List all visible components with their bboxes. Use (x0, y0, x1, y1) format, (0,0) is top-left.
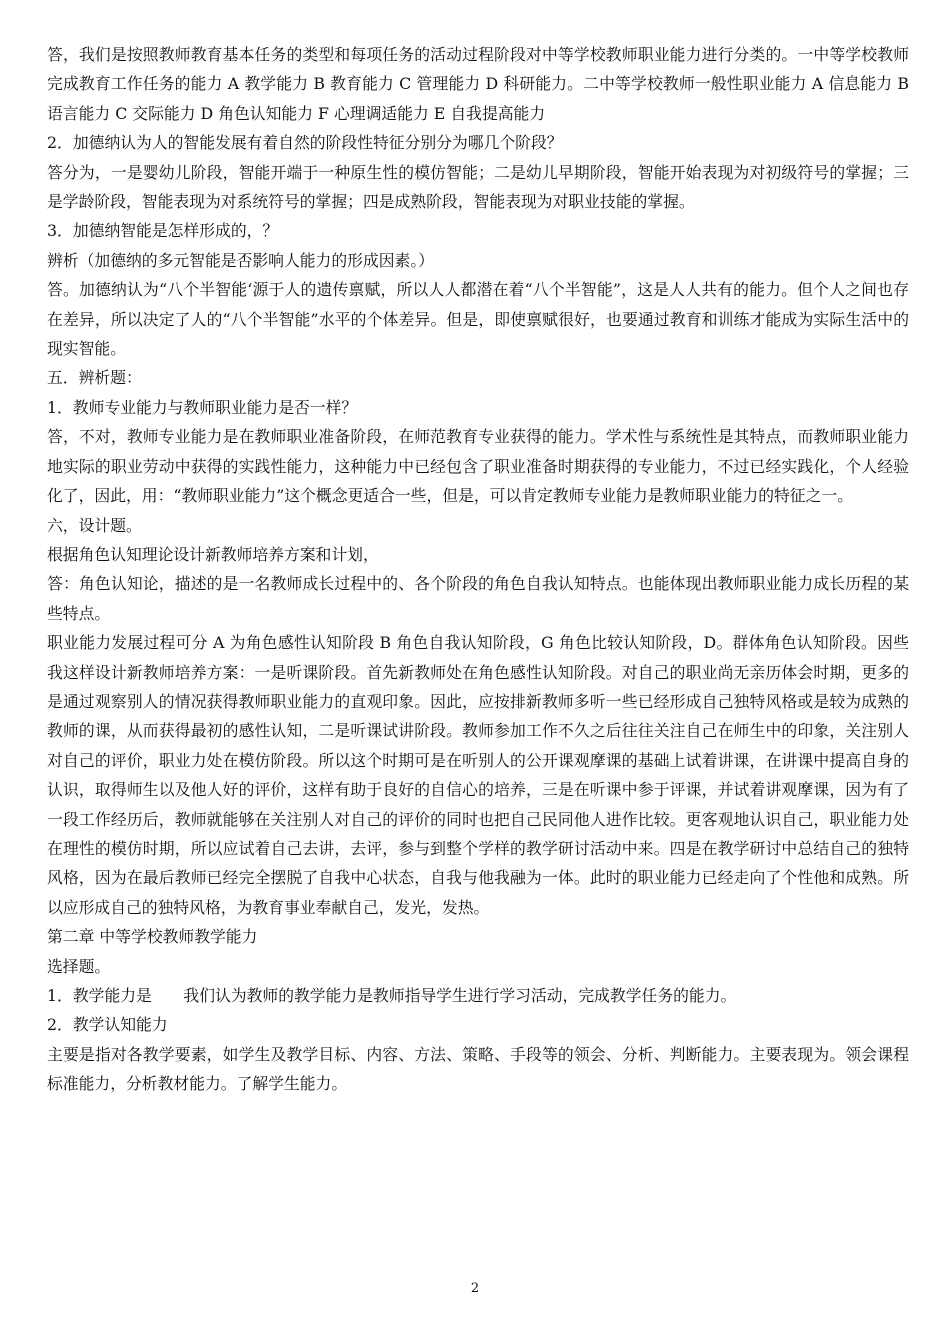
answer-role-cognition-intro: 答：角色认知论，描述的是一名教师成长过程中的、各个阶段的角色自我认知特点。也能体现出教师职业能力成长历程的某些特点。 (47, 574, 909, 623)
section-heading-analysis-questions: 五．辨析题： (47, 368, 142, 388)
teaching-cognition-description: 主要是指对各教学要素，如学生及教学目标、内容、方法、策略、手段等的领会、分析、判断能力。主要表现为。领会课程标准能力，分析教材能力。了解学生能力。 (47, 1044, 909, 1094)
document-body (47, 40, 909, 1099)
design-question-prompt: 根据角色认知理论设计新教师培养方案和计划， (47, 544, 379, 564)
page-number: 2 (470, 1281, 480, 1296)
item-teaching-ability: 1．教学能力是 我们认为教师的教学能力是教师指导学生进行学习活动，完成教学任务的能力。 (47, 986, 737, 1005)
answer-paragraph-teacher-ability-classification: 答，我们是按照教师教育基本任务的类型和每项任务的活动过程阶段对中等学校教师职业能力进行分类的。一中等学校教师完成教育工作任务的能力 A 教学能力 B 教育能力 C 管理能力 D 科研能力。二中等学校教师一般性职业能力 A 信息能力 B 语言能力 C 交际能力 D 角色认知能力 F 心理调适能力 E 自我提高能力 (47, 45, 909, 123)
analysis-prompt-multiple-intelligences: 辨析（加德纳的多元智能是否影响人能力的形成因素。） (47, 250, 435, 270)
answer-gardner-stages: 答分为，一是婴幼儿阶段，智能开端于一种原生性的模仿智能；二是幼儿早期阶段，智能开始表现为对初级符号的掌握；三是学龄阶段，智能表现为对系统符号的掌握；四是成熟阶段，智能表现为对职业技能的掌握。 (47, 162, 909, 212)
chapter-heading: 第二章 中等学校教师教学能力 (47, 927, 258, 947)
question-gardner-formation: 3．加德纳智能是怎样形成的，？ (47, 221, 279, 241)
section-heading-design-questions: 六，设计题。 (47, 515, 142, 535)
section-heading-choice-questions: 选择题。 (47, 956, 111, 976)
question-gardner-stages: 2．加德纳认为人的智能发展有着自然的阶段性特征分别分为哪几个阶段？ (47, 133, 563, 153)
answer-training-plan: 职业能力发展过程可分 A 为角色感性认知阶段 B 角色自我认知阶段，G 角色比较认知阶段，D。群体角色认知阶段。因些我这样设计新教师培养方案：一是听课阶段。首先新教师处在角色感性认知阶段。对自己的职业尚无亲历体会时期，更多的是通过观察别人的情况获得教师职业能力的直观印象。因此，应按排新教师多听一些已经形成自己独特风格或是较为成熟的教师的课，从而获得最初的感性认知，二是听课试讲阶段。教师参加工作不久之后往往关注自己在师生中的印象，关注别人对自己的评价，职业力处在模仿阶段。所以这个时期可是在听别人的公开课观摩课的基础上试着讲课，在讲课中提高自身的认识，取得师生以及他人好的评价，这样有助于良好的自信心的培养，三是在听课中参于评课，并试着讲观摩课，因为有了一段工作经历后，教师就能够在关注别人对自己的评价的同时也把自己民同他人进作比较。更客观地认识自己，职业能力处在理性的模仿时期，所以应试着自己去讲，去评，参与到整个学样的教学研讨活动中来。四是在教学研讨中总结自己的独特风格，因为在最后教师已经完全摆脱了自我中心状态，自我与他我融为一体。此时的职业能力已经走向了个性他和成熟。所以应形成自己的独特风格，为教育事业奉献自己，发光，发热。 (47, 633, 909, 917)
item-teaching-cognition-ability: 2．教学认知能力 (47, 1015, 168, 1035)
answer-professional-vs-vocational-ability: 答，不对，教师专业能力是在教师职业准备阶段，在师范教育专业获得的能力。学术性与系统性是其特点，而教师职业能力地实际的职业劳动中获得的实践性能力，这种能力中已经包含了职业准备时期获得的专业能力，不过已经实践化，个人经验化了，因此，用：“教师职业能力”这个概念更适合一些，但是，可以肯定教师专业能力是教师职业能力的特征之一。 (47, 427, 909, 506)
answer-gardner-formation: 答。加德纳认为“八个半智能‘源于人的遗传禀赋，所以人人都潜在着“八个半智能”，这是人人共有的能力。但个人之间也存在差异，所以决定了人的“八个半智能”水平的个体差异。但是，即使禀赋很好，也要通过教育和训练才能成为实际生活中的现实智能。 (47, 280, 909, 359)
question-professional-vs-vocational-ability: 1．教师专业能力与教师职业能力是否一样？ (47, 397, 358, 417)
